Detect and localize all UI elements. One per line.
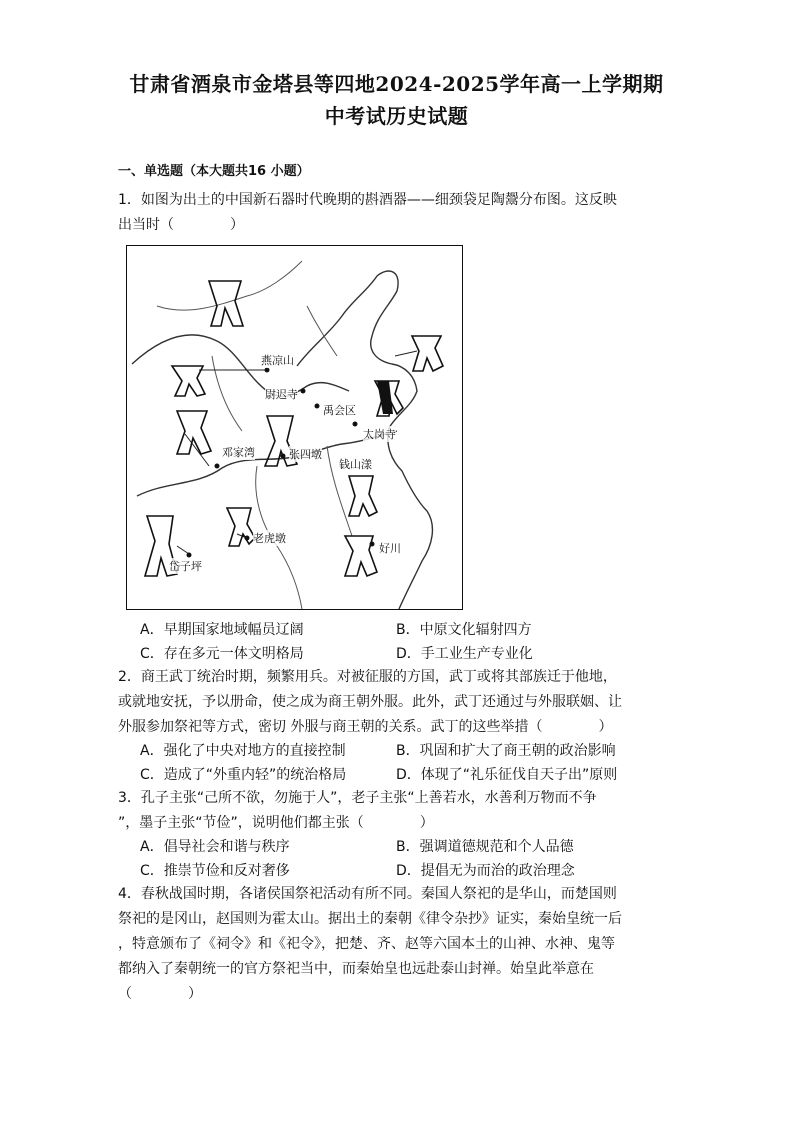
- question-4-line: 都纳入了秦朝统一的官方祭祀当中，而秦始皇也远赴泰山封禅。始皇此举意在: [118, 961, 594, 977]
- question-1-option-c: C．存在多元一体文明格局: [140, 646, 304, 662]
- map-site-label: 老虎墩: [253, 532, 286, 545]
- map-site-label: 禹会区: [323, 404, 356, 417]
- question-1-option-a: A．早期国家地域幅员辽阔: [140, 622, 304, 638]
- question-4-line: ，特意颁布了《祠令》和《祀令》，把楚、齐、赵等六国本土的山神、水神、鬼等: [118, 936, 615, 952]
- question-1-option-d: D．手工业生产专业化: [396, 646, 533, 662]
- question-3-line: ”，墨子主张“节俭”，说明他们都主张（ ）: [118, 815, 434, 831]
- map-site-label: 太岗寺: [363, 428, 396, 441]
- river: [157, 261, 302, 310]
- map-site-label: 张四墩: [289, 448, 322, 461]
- question-3-option-a: A．倡导社会和谐与秩序: [140, 839, 290, 855]
- question-2-line: 2．商王武丁统治时期，频繁用兵。对被征服的方国，武丁或将其部族迁于他地，: [118, 669, 617, 685]
- question-2-option-b: B．巩固和扩大了商王朝的政治影响: [396, 743, 616, 759]
- map-site-label: 邓家湾: [222, 446, 255, 459]
- question-2-option-d: D．体现了“礼乐征伐自天子出”原则: [396, 767, 618, 783]
- question-4-line: 4．春秋战国时期，各诸侯国祭祀活动有所不同。秦国人祭祀的是华山，而楚国则: [118, 886, 617, 902]
- question-2-option-a: A．强化了中央对地方的直接控制: [140, 743, 346, 759]
- map-site-label: 好川: [379, 542, 401, 555]
- map-site-label: 燕凉山: [261, 354, 294, 367]
- question-3-option-c: C．推崇节俭和反对奢侈: [140, 863, 290, 879]
- question-4-stem: [118, 882, 678, 1007]
- map-site-label: 尉迟寺: [265, 388, 298, 401]
- question-1-line: 出当时（ ）: [118, 217, 244, 233]
- question-1-stem: [118, 188, 678, 238]
- map-site-label: 岱子坪: [169, 560, 202, 573]
- question-2-line: 或就地安抚，予以册命，使之成为商王朝外服。此外，武丁还通过与外服联姻、让: [118, 694, 622, 710]
- question-3-option-b: B．强调道德规范和个人品德: [396, 839, 574, 855]
- document-title-line-1: 甘肃省酒泉市金塔县等四地2024-2025学年高一上学期期: [129, 72, 664, 96]
- question-3-line: 3．孔子主张“己所不欲，勿施于人”，老子主张“上善若水，水善利万物而不争: [118, 790, 597, 806]
- question-4-line: （ ）: [118, 986, 202, 1002]
- question-2-option-c: C．造成了“外重内轻”的统治格局: [140, 767, 347, 783]
- question-1-line: 1．如图为出土的中国新石器时代晚期的斟酒器——细颈袋足陶鬶分布图。这反映: [118, 192, 617, 208]
- question-2-stem: [118, 665, 678, 740]
- question-2-line: 外服参加祭祀等方式，密切 外服与商王朝的关系。武丁的这些举措（ ）: [118, 719, 613, 735]
- question-1-option-b: B．中原文化辐射四方: [396, 622, 532, 638]
- pottery-distribution-map: [126, 245, 463, 610]
- document-title-line-2: 中考试历史试题: [324, 104, 469, 128]
- question-3-stem: [118, 786, 678, 836]
- question-4-line: 祭祀的是冈山，赵国则为霍太山。据出土的秦朝《律令杂抄》证实，秦始皇统一后: [118, 911, 622, 927]
- map-drawing: [127, 246, 462, 609]
- map-site-label: 钱山漾: [339, 458, 372, 471]
- river: [212, 356, 242, 431]
- section-heading: 一、单选题（本大题共16 小题）: [118, 164, 310, 179]
- question-3-option-d: D．提倡无为而治的政治理念: [396, 863, 575, 879]
